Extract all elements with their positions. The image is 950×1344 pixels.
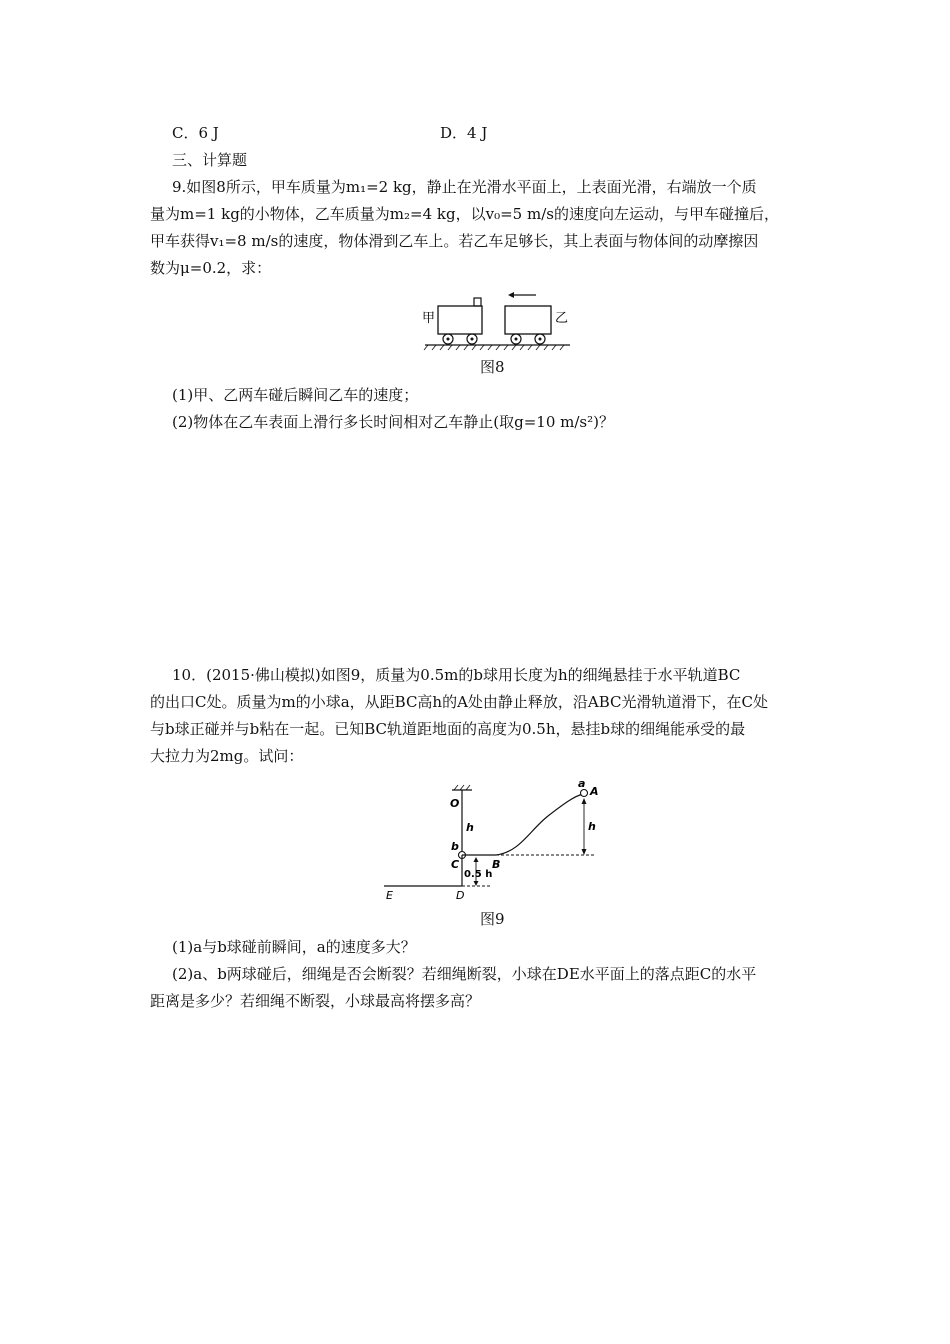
q9-sub-2: (2)物体在乙车表面上滑行多长时间相对乙车静止(取g=10 m/s²)？: [172, 413, 614, 431]
fig9-label-O: O: [450, 797, 460, 810]
q10-line-3: 与b球正碰并与b粘在一起。已知BC轨道距地面的高度为0.5h，悬挂b球的细绳能承受的最: [150, 720, 746, 738]
q9-line-2: 量为m=1 kg的小物体，乙车质量为m₂=4 kg，以v₀=5 m/s的速度向左运动，与甲车碰撞后，: [150, 205, 779, 223]
q10-sub-2b: 距离是多少？若细绳不断裂，小球最高将摆多高？: [150, 992, 481, 1010]
fig9-label-h-right: h: [588, 820, 596, 833]
option-d: D．4 J: [440, 124, 488, 142]
fig8-label-jia: 甲: [422, 311, 436, 326]
q9-line-3: 甲车获得v₁=8 m/s的速度，物体滑到乙车上。若乙车足够长，其上表面与物体间的动摩擦因: [150, 232, 759, 250]
figure-8-carts: [410, 288, 590, 352]
section-title: 三、计算题: [172, 151, 248, 169]
fig9-label-h-left: h: [466, 821, 474, 834]
q10-line-2: 的出口C处。质量为m的小球a，从距BC高h的A处由静止释放，沿ABC光滑轨道滑下，在C处: [150, 693, 769, 711]
fig9-label-D: D: [456, 889, 465, 902]
fig9-label-E: E: [386, 889, 393, 902]
q9-sub-1: (1)甲、乙两车碰后瞬间乙车的速度；: [172, 386, 419, 404]
q10-line-4: 大拉力为2mg。试问：: [150, 747, 304, 765]
q9-line-1: 9.如图8所示，甲车质量为m₁=2 kg，静止在光滑水平面上，上表面光滑，右端放一个质: [172, 178, 757, 196]
fig9-label-b: b: [451, 840, 459, 853]
q10-sub-1: (1)a与b球碰前瞬间，a的速度多大？: [172, 938, 416, 956]
fig9-label-a: a: [578, 780, 586, 790]
fig9-label-half-h: 0.5 h: [464, 869, 493, 880]
option-c: C．6 J: [172, 124, 219, 142]
figure-8-caption: 图8: [480, 358, 505, 376]
fig9-label-B: B: [492, 858, 501, 871]
figure-9-track: [380, 780, 610, 904]
q9-line-4: 数为μ=0.2，求：: [150, 259, 272, 277]
fig9-label-A: A: [590, 785, 599, 798]
q10-sub-2a: (2)a、b两球碰后，细绳是否会断裂？若细绳断裂，小球在DE水平面上的落点距C的水平: [172, 965, 757, 983]
q10-line-1: 10．(2015·佛山模拟)如图9，质量为0.5m的b球用长度为h的细绳悬挂于水平轨道BC: [172, 666, 741, 684]
figure-9-caption: 图9: [480, 910, 505, 928]
fig9-label-C: C: [451, 858, 460, 871]
fig8-label-yi: 乙: [555, 311, 569, 326]
